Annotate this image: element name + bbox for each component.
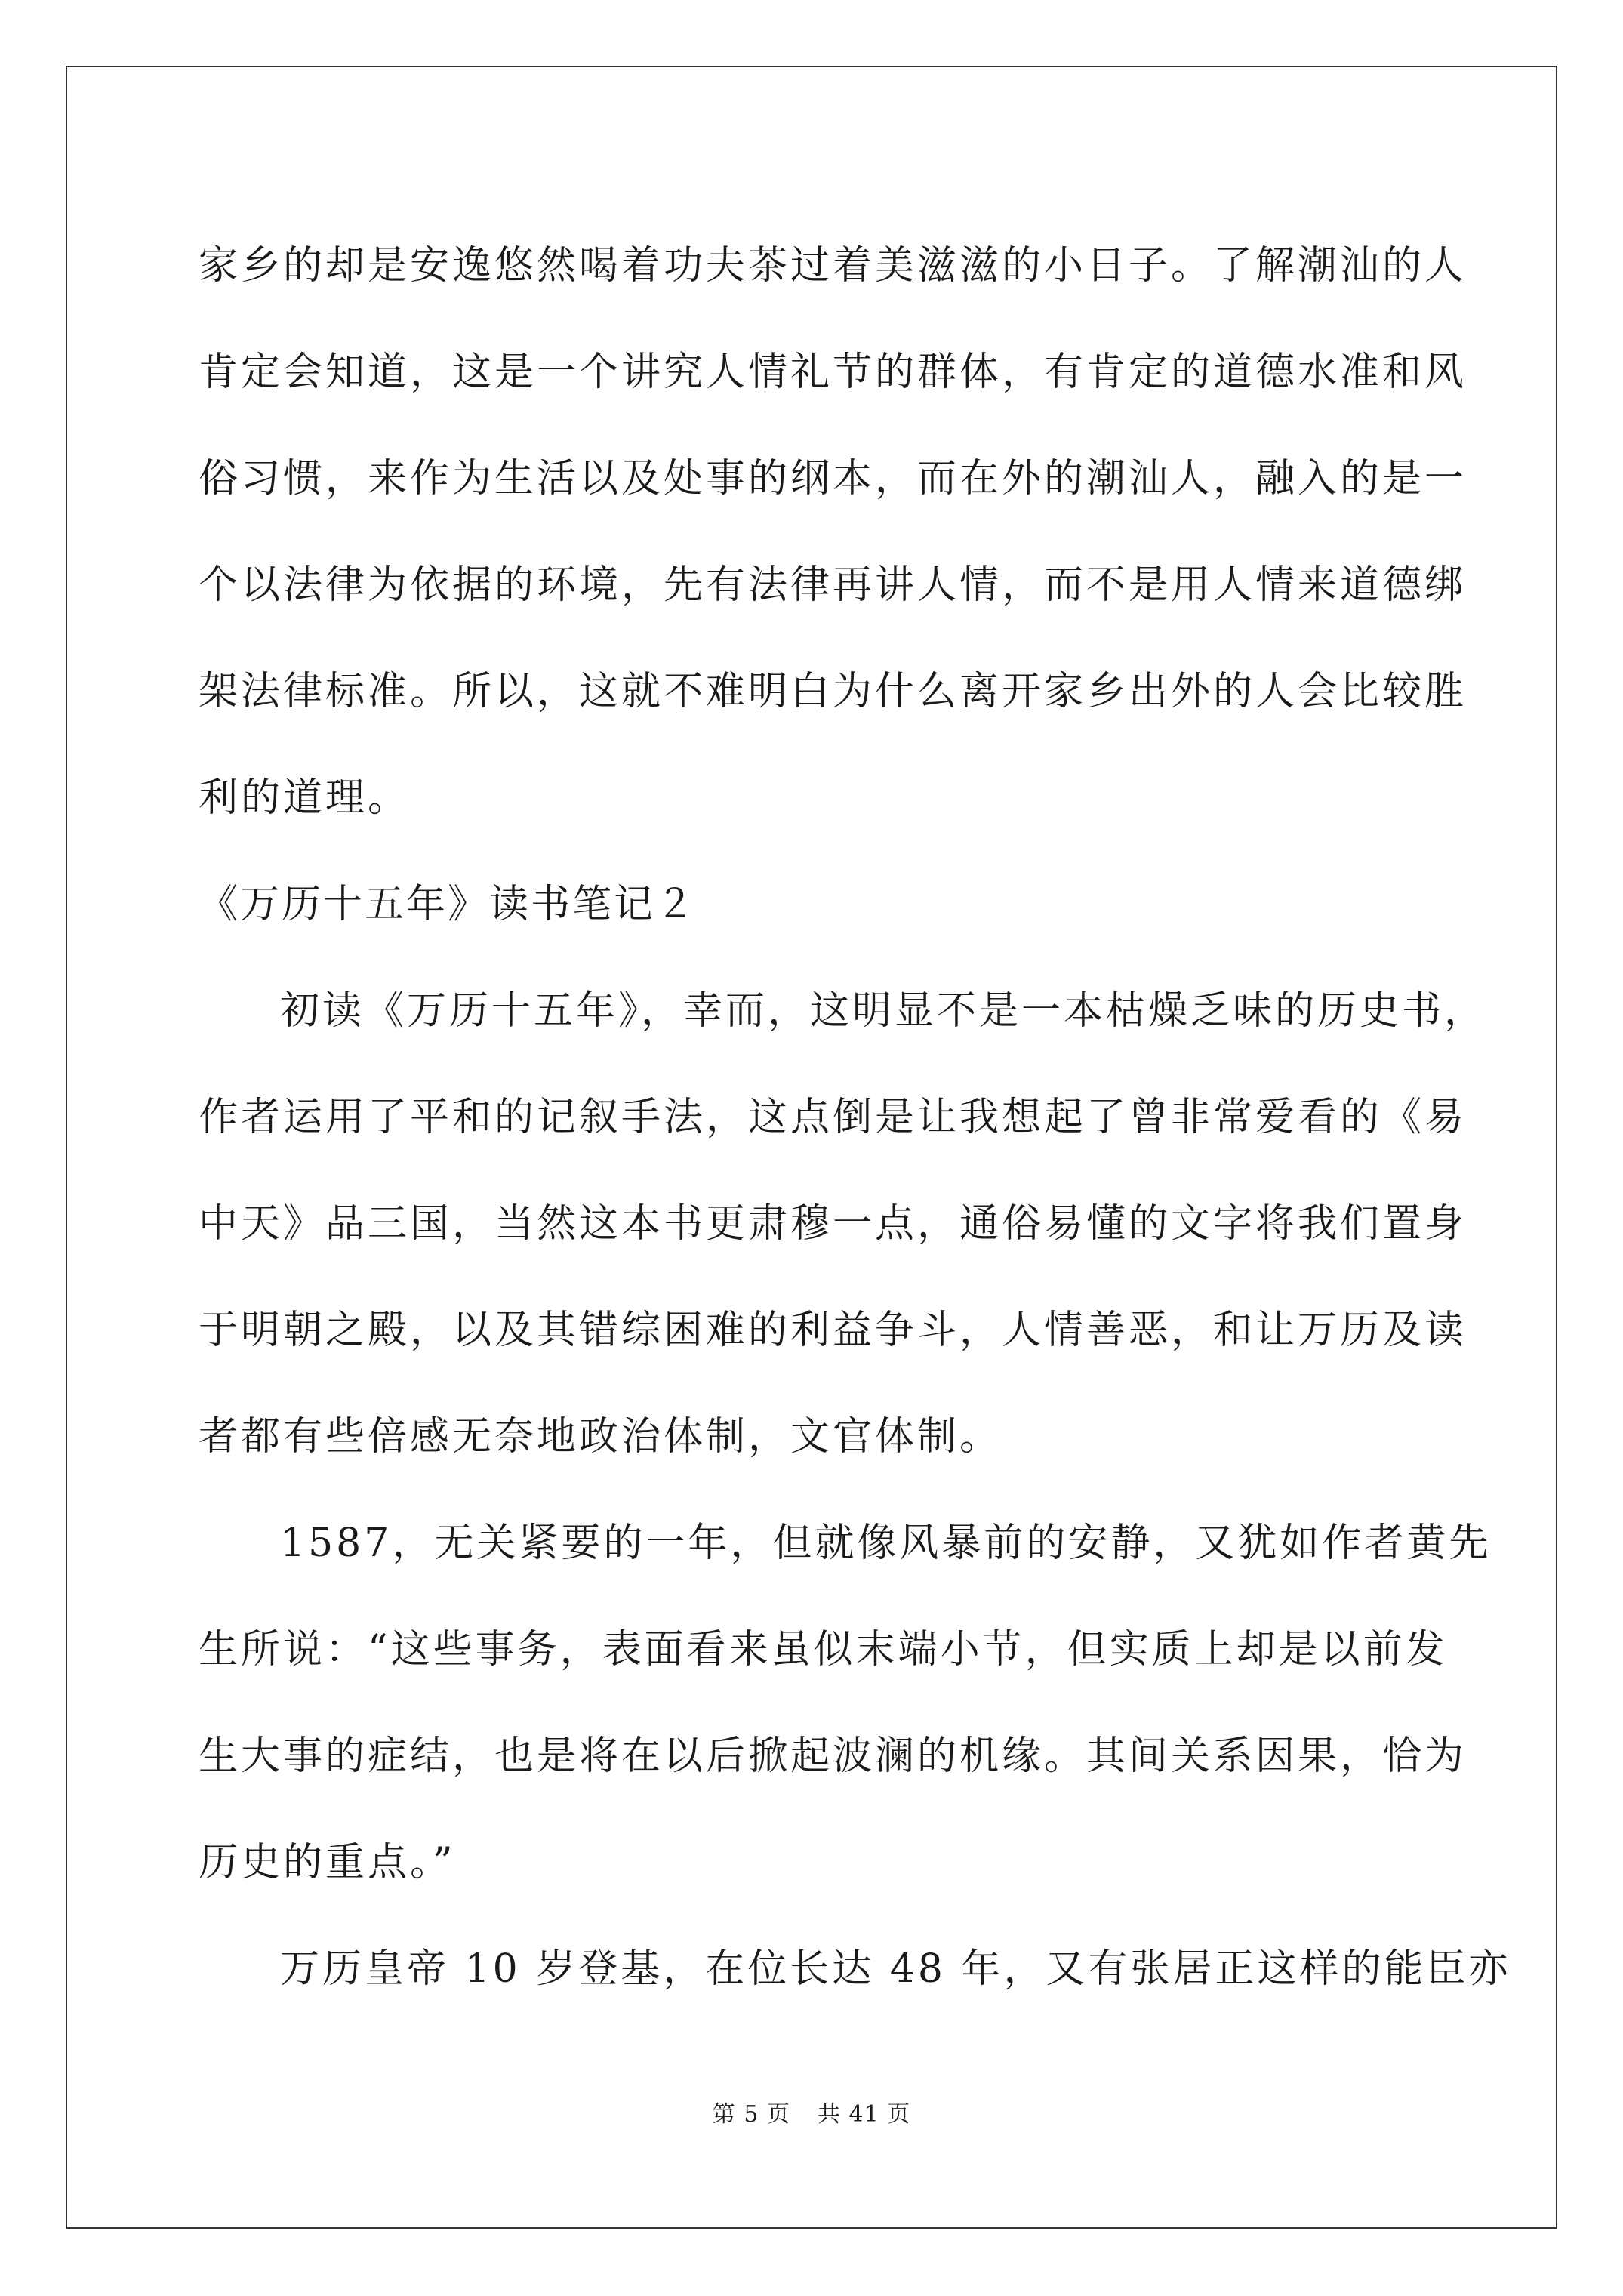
body-line: 架法律标准。所以，这就不难明白为什么离开家乡出外的人会比较胜 — [199, 669, 1467, 714]
body-line: 作者运用了平和的记叙手法，这点倒是让我想起了曾非常爱看的《易 — [199, 1095, 1467, 1140]
document-body — [199, 213, 1511, 2023]
body-line: 生所说：“这些事务，表面看来虽似末端小节，但实质上却是以前发 — [199, 1627, 1448, 1672]
body-line: 家乡的却是安逸悠然喝着功夫茶过着美滋滋的小日子。了解潮汕的人 — [199, 243, 1467, 288]
body-line: 生大事的症结，也是将在以后掀起波澜的机缘。其间关系因果，恰为 — [199, 1734, 1467, 1779]
body-line: 中天》品三国，当然这本书更肃穆一点，通俗易懂的文字将我们置身 — [199, 1201, 1467, 1247]
body-line: 俗习惯，来作为生活以及处事的纲本，而在外的潮汕人，融入的是一 — [199, 456, 1467, 501]
paragraph-first-line: 万历皇帝 10 岁登基，在位长达 48 年，又有张居正这样的能臣亦 — [280, 1946, 1511, 1992]
body-line: 历史的重点。” — [199, 1840, 456, 1885]
body-line: 于明朝之殿，以及其错综困难的利益争斗，人情善恶，和让万历及读 — [199, 1308, 1467, 1353]
body-line: 者都有些倍感无奈地政治体制，文官体制。 — [199, 1414, 1002, 1459]
page-number: 第 5 页 — [712, 2101, 790, 2128]
paragraph-first-line: 1587，无关紧要的一年，但就像风暴前的安静，又犹如作者黄先 — [280, 1521, 1492, 1566]
page-footer — [0, 2095, 1623, 2128]
body-line: 利的道理。 — [199, 775, 411, 821]
body-line: 个以法律为依据的环境，先有法律再讲人情，而不是用人情来道德绑 — [199, 562, 1467, 608]
page-total: 共 41 页 — [817, 2101, 911, 2128]
paragraph-first-line: 初读《万历十五年》，幸而，这明显不是一本枯燥乏味的历史书， — [280, 988, 1487, 1034]
section-heading: 《万历十五年》读书笔记２ — [199, 882, 698, 927]
body-line: 肯定会知道，这是一个讲究人情礼节的群体，有肯定的道德水准和风 — [199, 350, 1467, 395]
